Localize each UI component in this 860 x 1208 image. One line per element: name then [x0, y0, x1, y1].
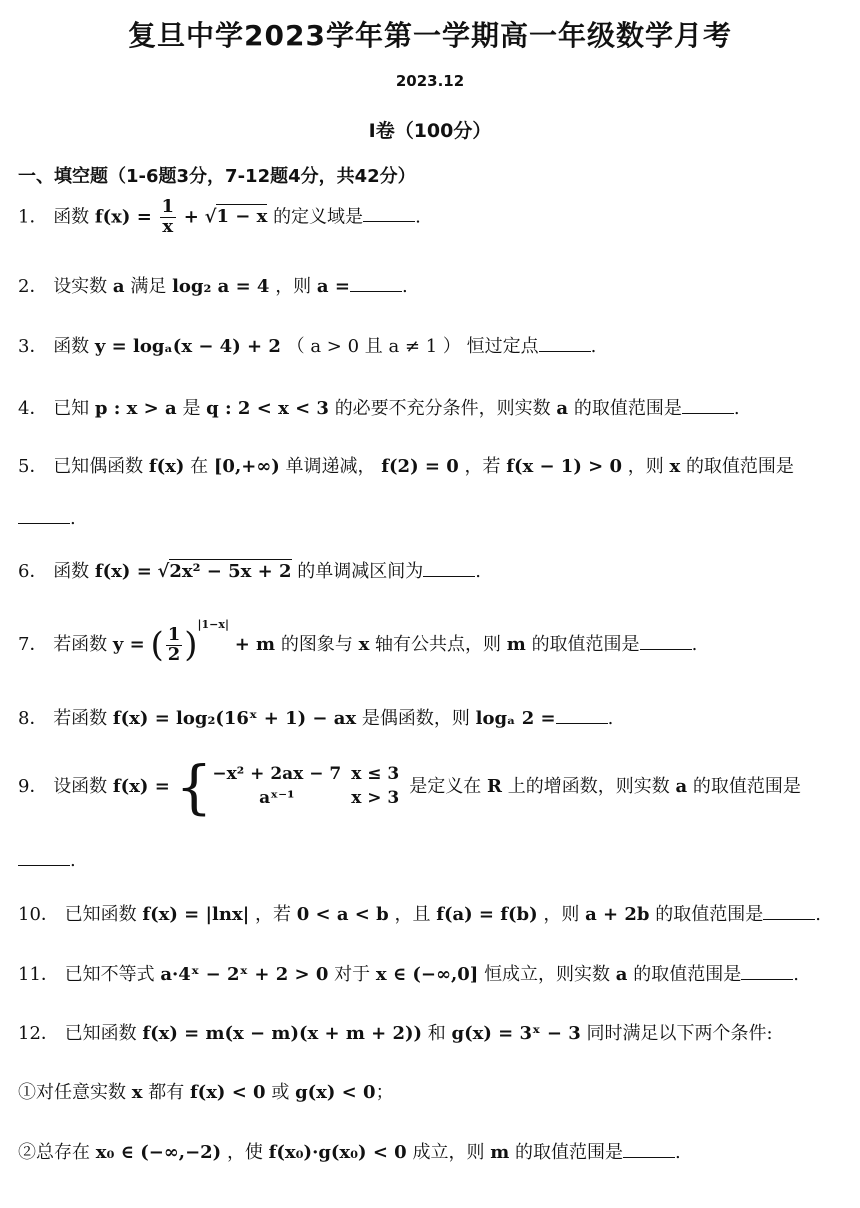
question-number: 3． — [18, 336, 48, 357]
condition-2: ②总存在 x₀ ∈ (−∞,−2) ，使 f(x₀)·g(x₀) < 0 成立，则 m 的取值范围是 . — [18, 1142, 681, 1163]
answer-blank — [18, 851, 70, 866]
exam-title: 复旦中学2023学年第一学期高一年级数学月考 — [128, 19, 732, 52]
exam-volume: I卷（100分） — [368, 120, 492, 142]
question-number: 7． — [18, 634, 48, 655]
question-number: 12． — [18, 1023, 59, 1044]
question-10: 10． 已知函数 f(x) = |lnx| ，若 0 < a < b ，且 f(a) = f(b) ，则 a + 2b 的取值范围是 . — [18, 904, 821, 925]
left-brace: { — [175, 753, 213, 821]
answer-blank — [623, 1143, 675, 1158]
question-number: 2． — [18, 276, 48, 297]
answer-blank — [350, 277, 402, 292]
square-root: 2x² − 5x + 2 — [169, 561, 292, 582]
question-number: 6． — [18, 561, 48, 582]
question-5: 5． 已知偶函数 f(x) 在 [0,+∞) 单调递减， f(2) = 0 ，若 f(x − 1) > 0 ，则 x 的取值范围是 — [18, 456, 794, 477]
question-8: 8． 若函数 f(x) = log₂(16ˣ + 1) − ax 是偶函数，则 logₐ 2 = . — [18, 708, 614, 729]
question-6: 6． 函数 f(x) = √2x² − 5x + 2 的单调减区间为 . — [18, 561, 481, 582]
question-number: 11． — [18, 964, 59, 985]
condition-number: ② — [18, 1142, 36, 1163]
question-1: 1． 函数 f(x) = $\frac{1}{x}$ + √1 − x 的定义域是 . — [18, 196, 421, 237]
question-5-continuation: . — [18, 508, 838, 529]
square-root: 1 − x — [216, 206, 268, 228]
exam-date: 2023.12 — [395, 72, 465, 90]
piecewise-cases: −x² + 2ax − 7 x ≤ 3 aˣ⁻¹ x > 3 — [212, 764, 400, 808]
condition-number: ① — [18, 1082, 36, 1103]
answer-blank — [539, 337, 591, 352]
answer-blank — [640, 635, 692, 650]
question-number: 9． — [18, 776, 48, 797]
answer-blank — [682, 399, 734, 414]
question-number: 4． — [18, 398, 48, 419]
condition-1: ①对任意实数 x 都有 f(x) < 0 或 g(x) < 0； — [18, 1082, 394, 1103]
question-11: 11． 已知不等式 a·4ˣ − 2ˣ + 2 > 0 对于 x ∈ (−∞,0] 恒成立，则实数 a 的取值范围是 . — [18, 964, 799, 985]
answer-blank — [363, 207, 415, 222]
exponent: |1−x| — [197, 618, 229, 631]
fraction: $\frac{1}{2}$ — [167, 623, 181, 665]
answer-blank — [763, 905, 815, 920]
answer-blank — [556, 709, 608, 724]
fraction: $\frac{1}{x}$ — [161, 196, 175, 237]
question-9-continuation: . — [18, 850, 838, 871]
question-2: 2． 设实数 a 满足 log₂ a = 4 ，则 a = . — [18, 276, 408, 297]
question-9: 9． 设函数 f(x) = { −x² + 2ax − 7 x ≤ 3 aˣ⁻¹ x > 3 是定义在 R 上的增函数，则实数 a 的取值范围是 — [18, 753, 801, 821]
question-number: 10． — [18, 904, 59, 925]
answer-blank — [18, 509, 70, 524]
question-3: 3． 函数 y = logₐ(x − 4) + 2 （ a > 0 且 a ≠ 1 ） 恒过定点 . — [18, 336, 597, 357]
answer-blank — [423, 562, 475, 577]
section-heading: 一、填空题（1-6题3分，7-12题4分，共42分） — [18, 166, 416, 187]
question-12: 12． 已知函数 f(x) = m(x − m)(x + m + 2)) 和 g(x) = 3ˣ − 3 同时满足以下两个条件: — [18, 1023, 773, 1044]
question-number: 1． — [18, 206, 48, 228]
answer-blank — [741, 965, 793, 980]
question-7: 7． 若函数 y = ( $\frac{1}{2}$ )$^{|1-x|}$ + m 的图象与 x 轴有公共点，则 m 的取值范围是 . — [18, 618, 698, 665]
question-number: 8． — [18, 708, 48, 729]
question-number: 5． — [18, 456, 48, 477]
question-4: 4． 已知 p : x > a 是 q : 2 < x < 3 的必要不充分条件，则实数 a 的取值范围是 . — [18, 398, 740, 419]
